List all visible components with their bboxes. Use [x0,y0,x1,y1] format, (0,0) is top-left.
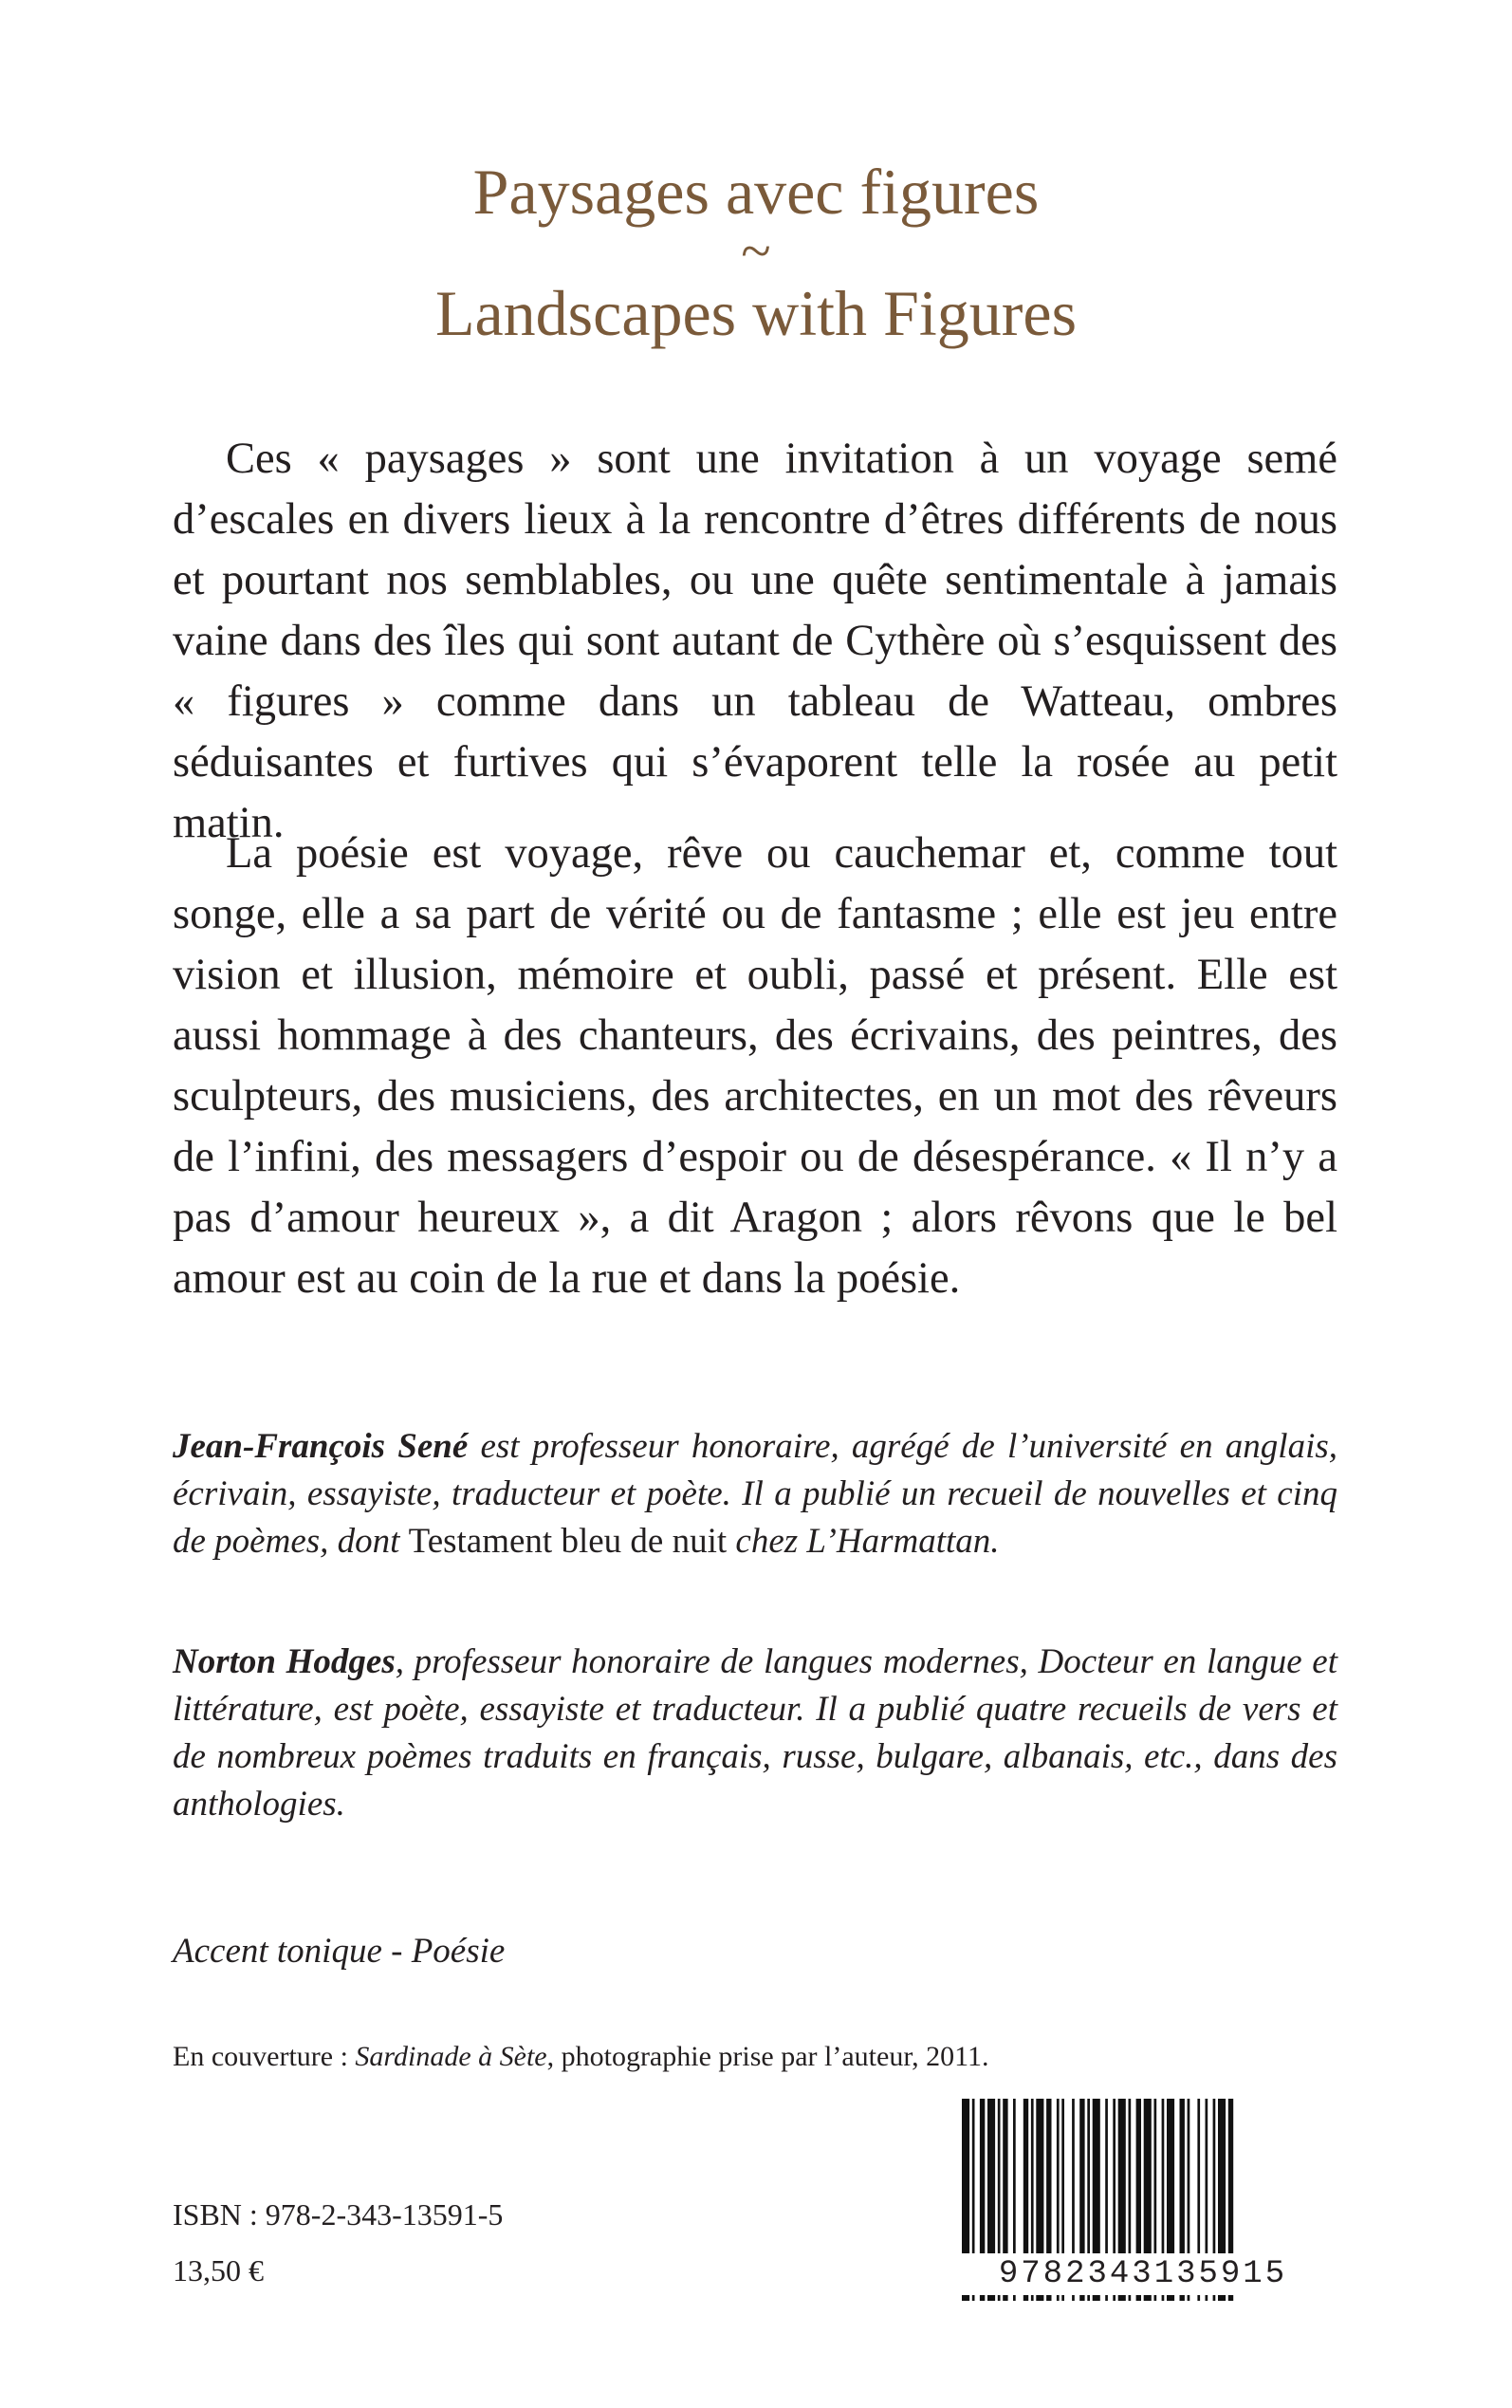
cover-credit [173,2041,989,2073]
description-paragraph-1 [173,429,1337,854]
bio-hodges-text: , professeur honoraire de langues modernes, Docteur en langue et littérature, est poète, essayiste et traducteur. Il a publié quatre recueils de vers et de nombreux poèmes traduits en français, russe, bulgare, albanais, etc., dans des anthologies. [173,1642,1338,1824]
bio-sene-text-1: est professeur honoraire, agrégé de l’université en anglais, écrivain, essayiste, traducteur et poète. Il a publié un recueil de nouvelles et cinq de poèmes, dont [173,1427,1337,1561]
title-english: Landscapes with Figures [434,277,1078,349]
paragraph-1-text: Ces « paysages » sont une invitation à un voyage semé d’escales en divers lieux à la rencontre d’êtres différents de nous et pourtant nos semblables, ou une quête sentimentale à jamais vaine dans des îles qui sont autant de Cythère où s’esquissent des « figures » comme dans un tableau de Watteau, ombres séduisantes et furtives qui s’évaporent telle la rosée au petit matin. [173,435,1337,847]
paragraph-2-text: La poésie est voyage, rêve ou cauchemar et, comme tout songe, elle a sa part de vérité ou de fantasme ; elle est jeu entre vision et illusion, mémoire et oubli, passé et présent. Elle est aussi hommage à des chanteurs, des écrivains, des peintres, des sculpteurs, des musiciens, des architectes, en un mot des rêveurs de l’infini, des messagers d’espoir ou de désespérance. « Il n’y a pas d’amour heureux », a dit Aragon ; alors rêvons que le bel amour est au coin de la rue et dans la poésie. [173,829,1337,1303]
description-paragraph-2 [173,824,1337,1309]
isbn: ISBN : 978-2-343-13591-5 [173,2197,504,2232]
collection-name: Accent tonique - Poésie [173,1932,506,1971]
cover-credit-prefix: En couverture : [173,2041,356,2072]
author-bio-hodges [173,1639,1337,1828]
cover-photo-title: Sardinade à Sète [355,2041,547,2072]
author-bio-sene [173,1423,1337,1565]
title-french: Paysages avec figures [472,156,1040,228]
barcode-number: 9782343135915 [960,2253,1326,2295]
author-name-sene: Jean-François Sené [173,1427,469,1466]
price: 13,50 € [173,2253,264,2288]
bio-sene-text-2: chez L’Harmattan. [727,1522,1000,1561]
cover-credit-suffix: , photographie prise par l’auteur, 2011. [546,2041,989,2072]
book-title: Testament bleu de nuit [408,1522,728,1561]
author-name-hodges: Norton Hodges [173,1642,396,1681]
title-separator: ~ [741,220,771,282]
